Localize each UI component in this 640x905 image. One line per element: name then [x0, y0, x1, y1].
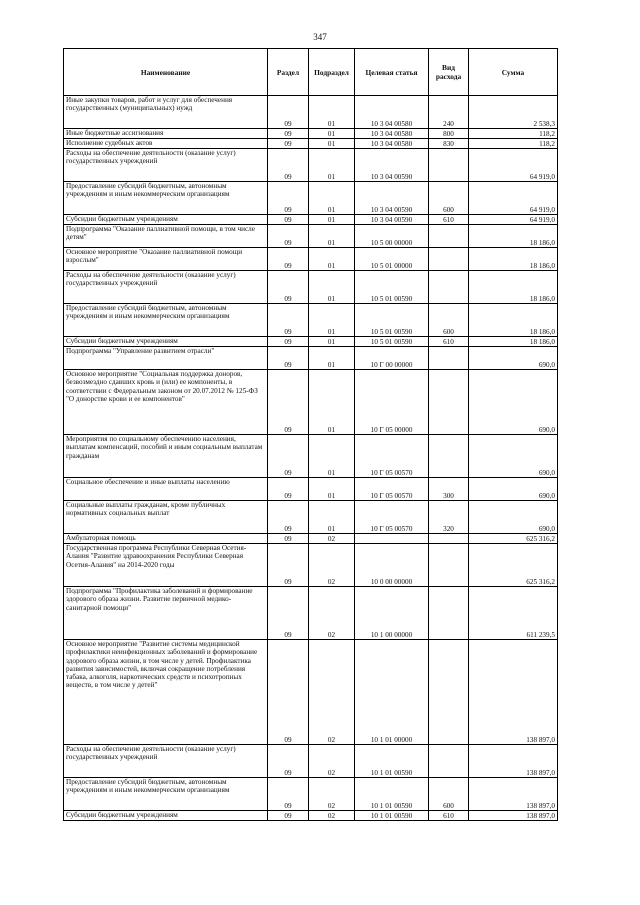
row-exp-type: 300: [429, 478, 469, 501]
row-target: 10 3 04 00580: [355, 139, 429, 149]
row-section: 09: [268, 96, 309, 129]
row-amount: 138 897,0: [469, 778, 558, 811]
table-row: [64, 478, 558, 501]
table-row: [64, 811, 558, 821]
row-amount: 690,0: [469, 347, 558, 370]
table-row: [64, 96, 558, 129]
row-exp-type: 600: [429, 304, 469, 337]
row-section: 09: [268, 248, 309, 271]
row-exp-type: 830: [429, 139, 469, 149]
row-name: Основное мероприятие "Социальная поддержка доноров, безвозмездно сдавших кровь и (или) ее компоненты, в соответствии с Федеральным законом от 20.07.2012 № 125-ФЗ "О донорстве крови и ее компонентов": [64, 370, 268, 435]
row-name: Исполнение судебных актов: [64, 139, 268, 149]
table-row: [64, 501, 558, 534]
row-section: 09: [268, 534, 309, 544]
row-section: 09: [268, 811, 309, 821]
row-name: Расходы на обеспечение деятельности (оказание услуг) государственных учреждений: [64, 745, 268, 778]
row-target: 10 3 04 00590: [355, 215, 429, 225]
row-exp-type: [429, 640, 469, 745]
row-amount: 18 186,0: [469, 271, 558, 304]
row-exp-type: 800: [429, 129, 469, 139]
page-number: 347: [313, 32, 327, 42]
row-name: Субсидии бюджетным учреждениям: [64, 811, 268, 821]
table-row: [64, 248, 558, 271]
row-target: 10 Г 05 00000: [355, 370, 429, 435]
row-subsection: 01: [309, 248, 355, 271]
row-amount: 64 919,0: [469, 215, 558, 225]
row-exp-type: [429, 587, 469, 640]
table-row: [64, 534, 558, 544]
row-section: 09: [268, 337, 309, 347]
row-section: 09: [268, 544, 309, 587]
row-subsection: 02: [309, 811, 355, 821]
row-subsection: 01: [309, 370, 355, 435]
row-subsection: 01: [309, 304, 355, 337]
table-row: [64, 370, 558, 435]
row-section: 09: [268, 640, 309, 745]
table-row: [64, 640, 558, 745]
row-exp-type: [429, 534, 469, 544]
row-subsection: 01: [309, 215, 355, 225]
table-header-row: [64, 49, 558, 96]
row-exp-type: [429, 271, 469, 304]
row-exp-type: [429, 149, 469, 182]
row-subsection: 01: [309, 182, 355, 215]
row-name: Подпрограмма "Управление развитием отрасли": [64, 347, 268, 370]
header-subsection: Подраздел: [309, 49, 355, 96]
row-exp-type: [429, 745, 469, 778]
row-target: 10 3 04 00590: [355, 149, 429, 182]
header-name: Наименование: [64, 49, 268, 96]
row-subsection: 01: [309, 337, 355, 347]
row-exp-type: [429, 370, 469, 435]
row-target: 10 0 00 00000: [355, 544, 429, 587]
table-row: [64, 129, 558, 139]
row-name: Предоставление субсидий бюджетным, автономным учреждениям и иным некоммерческим организациям: [64, 778, 268, 811]
row-section: 09: [268, 778, 309, 811]
table-row: [64, 587, 558, 640]
header-section: Раздел: [268, 49, 309, 96]
row-exp-type: 610: [429, 811, 469, 821]
row-name: Предоставление субсидий бюджетным, автономным учреждениям и иным некоммерческим организациям: [64, 304, 268, 337]
row-section: 09: [268, 587, 309, 640]
row-amount: 138 897,0: [469, 640, 558, 745]
row-target: 10 5 00 00000: [355, 225, 429, 248]
row-amount: 690,0: [469, 501, 558, 534]
row-subsection: 02: [309, 544, 355, 587]
row-exp-type: 610: [429, 337, 469, 347]
row-subsection: 01: [309, 225, 355, 248]
row-subsection: 01: [309, 501, 355, 534]
header-target: Целевая статья: [355, 49, 429, 96]
row-name: Иные закупки товаров, работ и услуг для обеспечения государственных (муниципальных) нужд: [64, 96, 268, 129]
row-exp-type: 320: [429, 501, 469, 534]
row-name: Субсидии бюджетным учреждениям: [64, 337, 268, 347]
row-target: 10 5 01 00590: [355, 337, 429, 347]
row-exp-type: [429, 225, 469, 248]
row-amount: 611 239,5: [469, 587, 558, 640]
row-exp-type: 240: [429, 96, 469, 129]
row-section: 09: [268, 347, 309, 370]
row-name: Иные бюджетные ассигнования: [64, 129, 268, 139]
row-amount: 118,2: [469, 129, 558, 139]
row-section: 09: [268, 370, 309, 435]
row-target: 10 5 01 00590: [355, 271, 429, 304]
row-name: Государственная программа Республики Северная Осетия-Алания "Развитие здравоохранения Республики Северная Осетия-Алания" на 2014-2020 годы: [64, 544, 268, 587]
table-row: [64, 544, 558, 587]
row-subsection: 02: [309, 778, 355, 811]
row-name: Мероприятия по социальному обеспечению населения, выплатам компенсаций, пособий и иным социальным выплатам гражданам: [64, 435, 268, 478]
row-amount: 138 897,0: [469, 745, 558, 778]
table-row: [64, 304, 558, 337]
row-subsection: 01: [309, 435, 355, 478]
row-section: 09: [268, 182, 309, 215]
row-subsection: 02: [309, 534, 355, 544]
row-name: Социальные выплаты гражданам, кроме публичных нормативных социальных выплат: [64, 501, 268, 534]
row-name: Субсидии бюджетным учреждениям: [64, 215, 268, 225]
row-amount: 690,0: [469, 435, 558, 478]
row-amount: 625 316,2: [469, 544, 558, 587]
row-section: 09: [268, 149, 309, 182]
row-amount: 64 919,0: [469, 149, 558, 182]
table-row: [64, 149, 558, 182]
row-exp-type: [429, 248, 469, 271]
table-row: [64, 745, 558, 778]
row-target: 10 Г 05 00570: [355, 501, 429, 534]
row-section: 09: [268, 215, 309, 225]
row-target: 10 1 00 00000: [355, 587, 429, 640]
row-subsection: 01: [309, 347, 355, 370]
row-target: 10 3 04 00580: [355, 96, 429, 129]
row-amount: 18 186,0: [469, 304, 558, 337]
table-row: [64, 215, 558, 225]
budget-table: [63, 48, 558, 821]
row-subsection: 01: [309, 129, 355, 139]
row-name: Основное мероприятие "Развитие системы медицинской профилактики неинфекционных заболеваний и формирование здорового образа жизни, в том числе у детей. Профилактика развития зависимостей, включая сокращение потребления табака, алкоголя, наркотических средств и психотропных веществ, в том числе у детей": [64, 640, 268, 745]
row-target: [355, 534, 429, 544]
row-amount: 118,2: [469, 139, 558, 149]
row-amount: 625 316,2: [469, 534, 558, 544]
table-row: [64, 435, 558, 478]
row-exp-type: [429, 347, 469, 370]
row-section: 09: [268, 129, 309, 139]
row-name: Подпрограмма "Профилактика заболеваний и формирование здорового образа жизни. Развитие первичной медико-санитарной помощи": [64, 587, 268, 640]
row-amount: 690,0: [469, 370, 558, 435]
row-exp-type: 610: [429, 215, 469, 225]
row-name: Расходы на обеспечение деятельности (оказание услуг) государственных учреждений: [64, 149, 268, 182]
row-subsection: 01: [309, 139, 355, 149]
row-target: 10 1 01 00590: [355, 811, 429, 821]
row-target: 10 3 04 00590: [355, 182, 429, 215]
row-exp-type: [429, 544, 469, 587]
row-section: 09: [268, 225, 309, 248]
row-name: Подпрограмма "Оказание паллиативной помощи, в том числе детям": [64, 225, 268, 248]
row-exp-type: [429, 435, 469, 478]
row-subsection: 01: [309, 271, 355, 304]
row-amount: 138 897,0: [469, 811, 558, 821]
row-subsection: 01: [309, 149, 355, 182]
row-amount: 2 538,3: [469, 96, 558, 129]
row-section: 09: [268, 435, 309, 478]
row-section: 09: [268, 271, 309, 304]
row-amount: 690,0: [469, 478, 558, 501]
row-name: Расходы на обеспечение деятельности (оказание услуг) государственных учреждений: [64, 271, 268, 304]
table-row: [64, 182, 558, 215]
table-row: [64, 347, 558, 370]
row-amount: 18 186,0: [469, 225, 558, 248]
row-name: Основное мероприятие "Оказание паллиативной помощи взрослым": [64, 248, 268, 271]
table-row: [64, 337, 558, 347]
row-amount: 18 186,0: [469, 248, 558, 271]
row-target: 10 1 01 00590: [355, 778, 429, 811]
row-subsection: 01: [309, 96, 355, 129]
row-name: Социальное обеспечение и иные выплаты населению: [64, 478, 268, 501]
row-target: 10 1 01 00590: [355, 745, 429, 778]
row-exp-type: 600: [429, 182, 469, 215]
row-subsection: 01: [309, 478, 355, 501]
row-target: 10 Г 05 00570: [355, 435, 429, 478]
table-row: [64, 225, 558, 248]
row-target: 10 5 01 00000: [355, 248, 429, 271]
row-amount: 64 919,0: [469, 182, 558, 215]
row-target: 10 1 01 00000: [355, 640, 429, 745]
row-name: Предоставление субсидий бюджетным, автономным учреждениям и иным некоммерческим организациям: [64, 182, 268, 215]
row-target: 10 3 04 00580: [355, 129, 429, 139]
row-amount: 18 186,0: [469, 337, 558, 347]
row-target: 10 5 01 00590: [355, 304, 429, 337]
row-name: Амбулаторная помощь: [64, 534, 268, 544]
row-section: 09: [268, 501, 309, 534]
table-row: [64, 778, 558, 811]
row-subsection: 02: [309, 640, 355, 745]
row-target: 10 Г 00 00000: [355, 347, 429, 370]
row-target: 10 Г 05 00570: [355, 478, 429, 501]
row-section: 09: [268, 139, 309, 149]
row-section: 09: [268, 304, 309, 337]
row-section: 09: [268, 478, 309, 501]
table-row: [64, 271, 558, 304]
row-exp-type: 600: [429, 778, 469, 811]
row-subsection: 02: [309, 745, 355, 778]
header-amount: Сумма: [469, 49, 558, 96]
row-section: 09: [268, 745, 309, 778]
row-subsection: 02: [309, 587, 355, 640]
header-exp-type: Вид расхода: [429, 49, 469, 96]
table-row: [64, 139, 558, 149]
